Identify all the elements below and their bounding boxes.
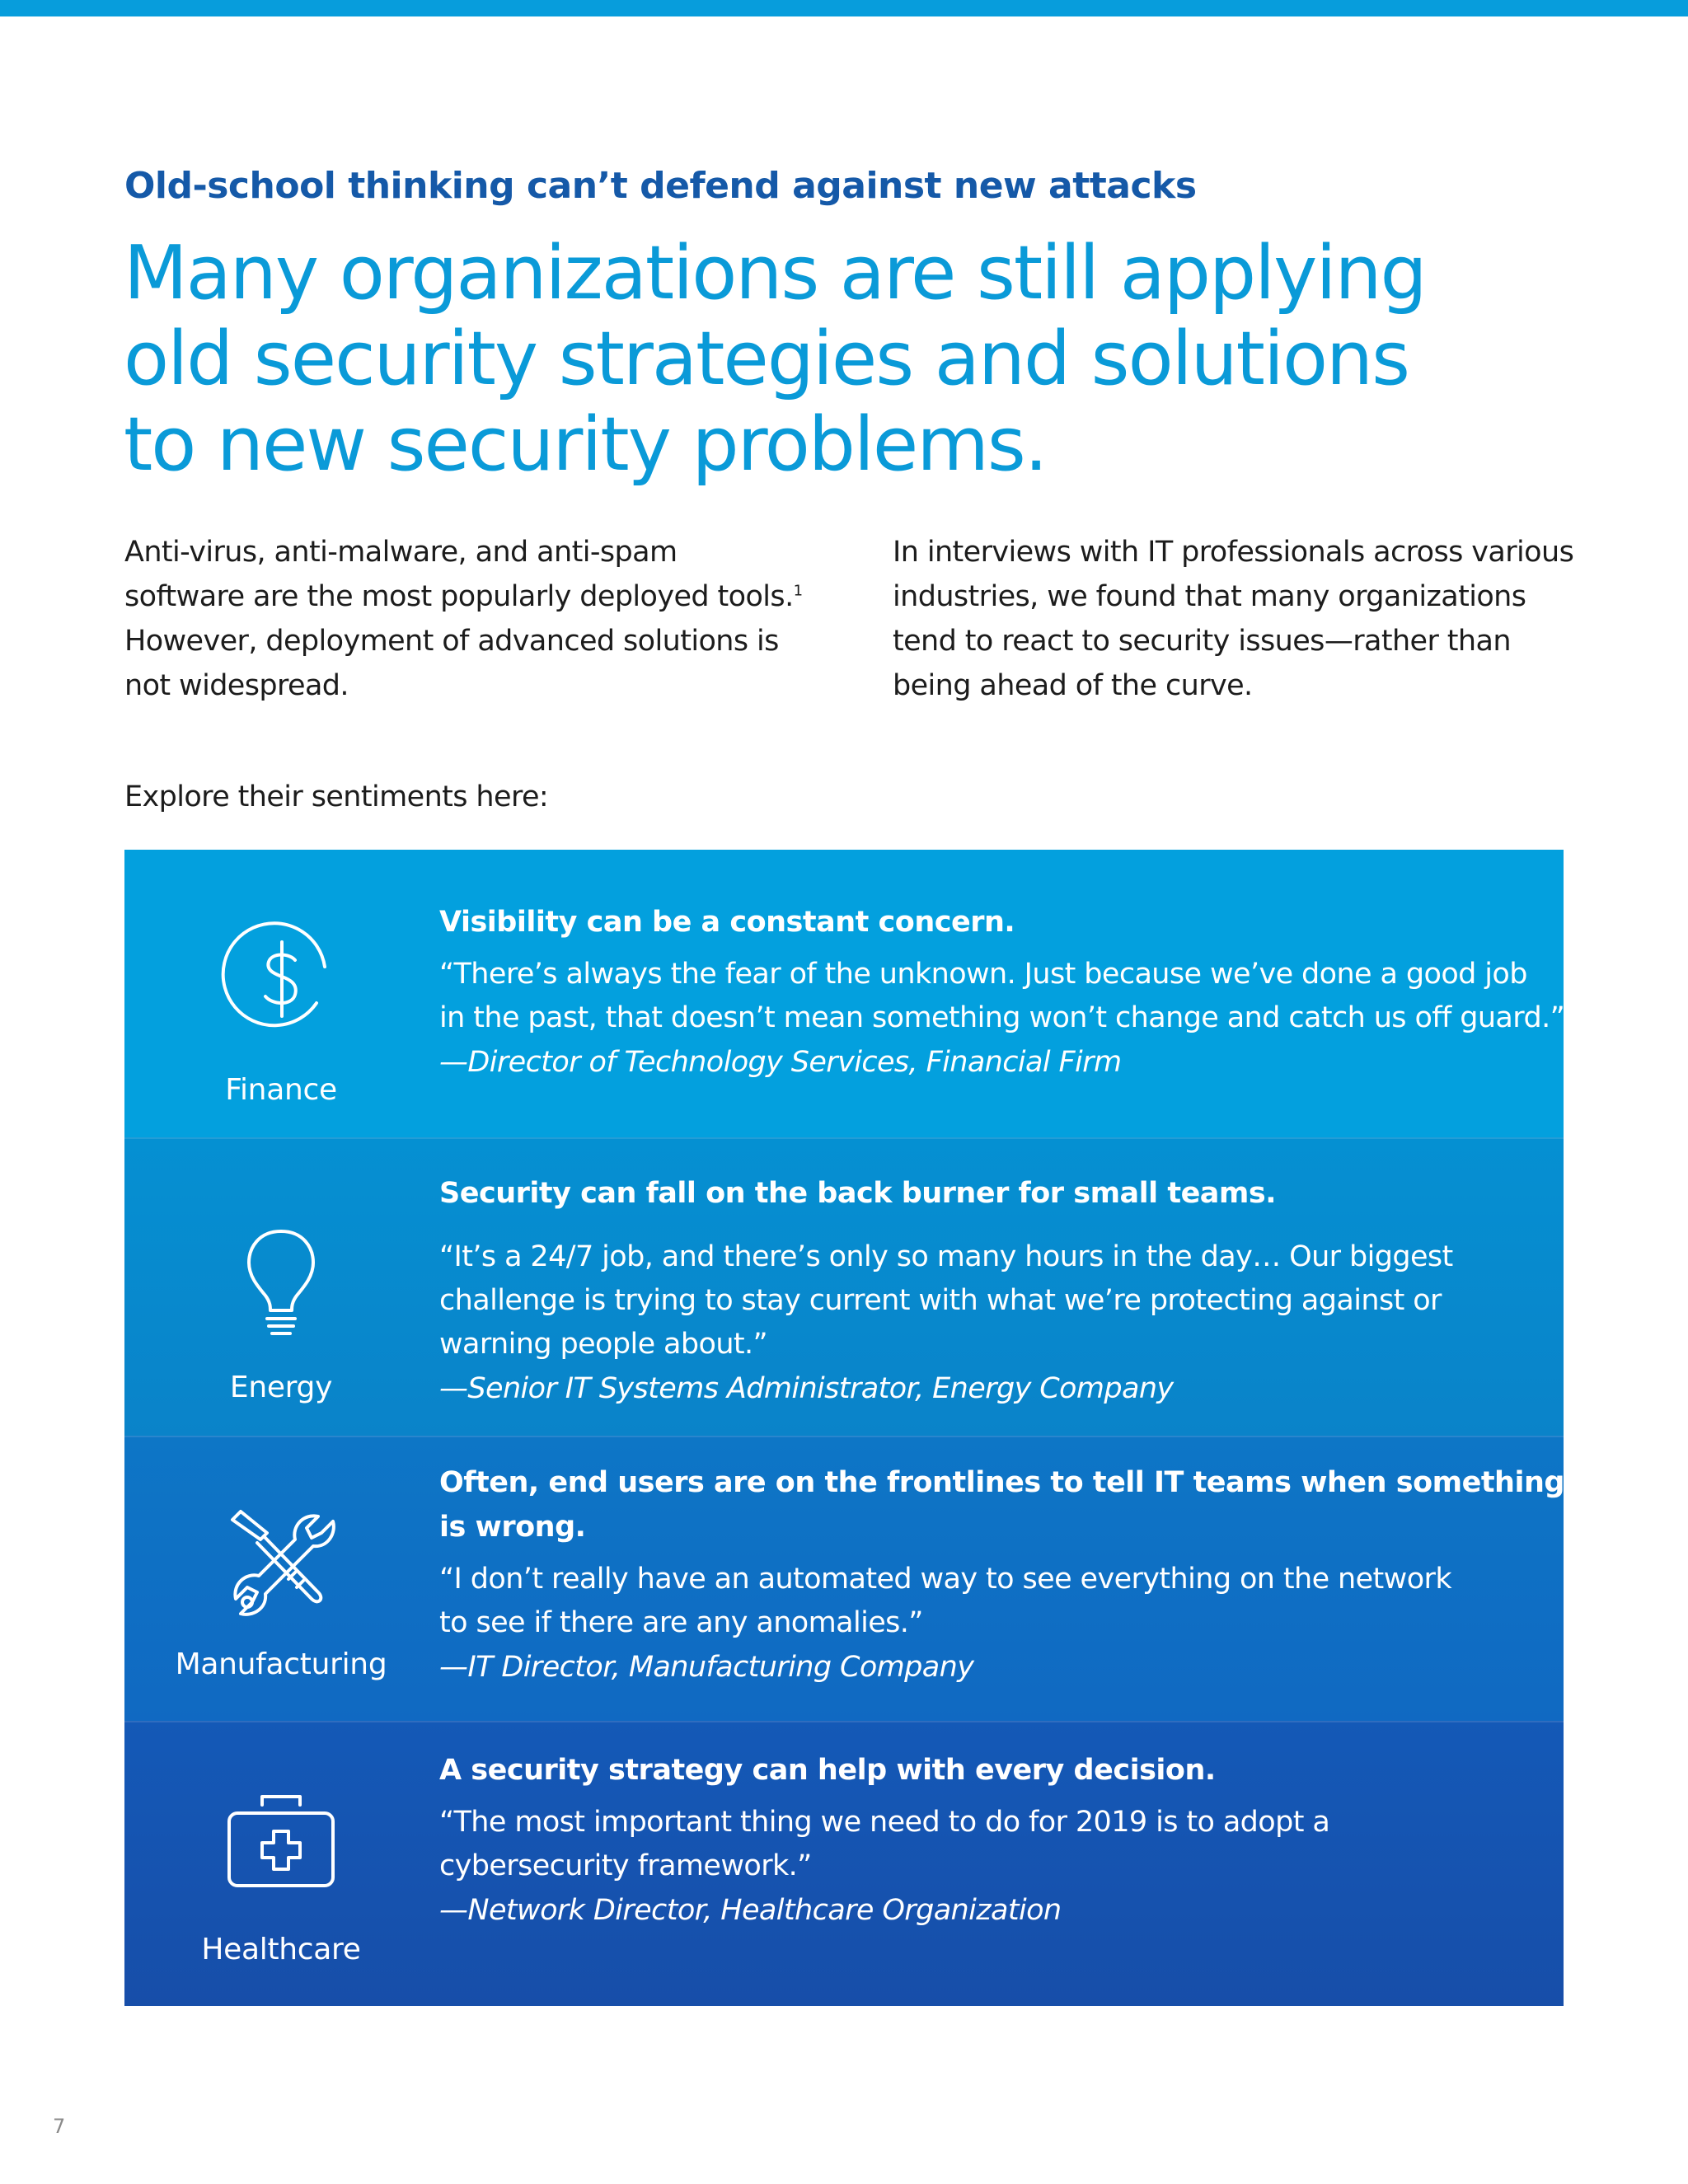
sector-content	[439, 1171, 1536, 1411]
quote-line: “There’s always the fear of the unknown. Just because we’ve done a good job	[439, 958, 1527, 991]
sector-quote	[439, 953, 1565, 1040]
sector-title	[439, 1171, 1536, 1216]
sector-attribution: —Director of Technology Services, Financial Firm	[439, 1046, 1122, 1079]
sector-row-healthcare	[124, 1721, 1564, 2006]
sector-title	[439, 1748, 1536, 1793]
sector-quote	[439, 1801, 1536, 1888]
intro-line: industries, we found that many organizations	[893, 580, 1526, 613]
intro-line	[124, 574, 817, 619]
row-divider	[124, 1137, 1564, 1139]
sector-quote	[439, 1558, 1536, 1645]
headline-line: old security strategies and solutions	[124, 316, 1409, 402]
sector-label: Manufacturing	[175, 1647, 387, 1681]
sector-attribution: —Network Director, Healthcare Organization	[439, 1894, 1062, 1927]
headline-line: Many organizations are still applying	[124, 230, 1426, 316]
page-number: 7	[53, 2115, 66, 2138]
quote-line: “I don’t really have an automated way to see everything on the network	[439, 1563, 1451, 1596]
sector-quote	[439, 1235, 1536, 1366]
quote-line: warning people about.”	[439, 1328, 768, 1361]
intro-line: Anti-virus, anti-malware, and anti-spam	[124, 536, 678, 569]
quote-line: “It’s a 24/7 job, and there’s only so many hours in the day… Our biggest	[439, 1240, 1453, 1273]
intro-paragraph-right	[893, 530, 1585, 708]
quote-line: challenge is trying to stay current with what we’re protecting against or	[439, 1284, 1442, 1317]
lightbulb-icon	[219, 1225, 343, 1348]
sector-content	[439, 900, 1565, 1085]
sector-label: Healthcare	[201, 1933, 361, 1966]
sector-title	[439, 900, 1536, 944]
row-divider	[124, 1436, 1564, 1437]
sector-title-line: Visibility can be a constant concern.	[439, 906, 1015, 939]
sector-title-line: A security strategy can help with every decision.	[439, 1754, 1216, 1787]
sector-title	[439, 1460, 1564, 1549]
explore-prompt: Explore their sentiments here:	[124, 780, 549, 813]
dollar-icon	[219, 917, 343, 1041]
intro-line: In interviews with IT professionals across various	[893, 536, 1574, 569]
medical-kit-icon	[219, 1785, 343, 1909]
intro-line: However, deployment of advanced solutions is	[124, 625, 779, 658]
sector-row-energy	[124, 1137, 1564, 1436]
quote-line: “The most important thing we need to do for 2019 is to adopt a	[439, 1806, 1330, 1839]
footnote-marker[interactable]: 1	[793, 582, 803, 600]
sector-title-line: Often, end users are on the frontlines to tell IT teams when something	[439, 1466, 1564, 1499]
quote-line: to see if there are any anomalies.”	[439, 1606, 923, 1639]
sentiments-panel	[124, 850, 1564, 2006]
headline-line: to new security problems.	[124, 401, 1047, 488]
section-eyebrow: Old-school thinking can’t defend against new attacks	[124, 165, 1197, 207]
sector-label: Finance	[225, 1073, 337, 1107]
sector-title-line: is wrong.	[439, 1511, 586, 1544]
sector-row-manufacturing	[124, 1436, 1564, 1721]
row-divider	[124, 1721, 1564, 1722]
intro-line: tend to react to security issues—rather than	[893, 625, 1511, 658]
sector-attribution: —IT Director, Manufacturing Company	[439, 1651, 974, 1684]
intro-paragraph-left	[124, 530, 817, 708]
top-accent-bar	[0, 0, 1688, 16]
quote-line: cybersecurity framework.”	[439, 1849, 812, 1882]
sector-content	[439, 1460, 1564, 1690]
intro-line: not widespread.	[124, 669, 349, 702]
intro-line-text: software are the most popularly deployed tools.	[124, 580, 794, 613]
quote-line: in the past, that doesn’t mean something won’t change and catch us off guard.”	[439, 1001, 1565, 1034]
sector-attribution: —Senior IT Systems Administrator, Energy Company	[439, 1372, 1174, 1405]
sector-label: Energy	[229, 1371, 333, 1404]
sector-title-line: Security can fall on the back burner for small teams.	[439, 1177, 1277, 1210]
tools-icon	[219, 1500, 343, 1624]
page-headline	[124, 231, 1541, 488]
sector-content	[439, 1748, 1536, 1933]
sector-row-finance	[124, 850, 1564, 1137]
intro-line: being ahead of the curve.	[893, 669, 1253, 702]
